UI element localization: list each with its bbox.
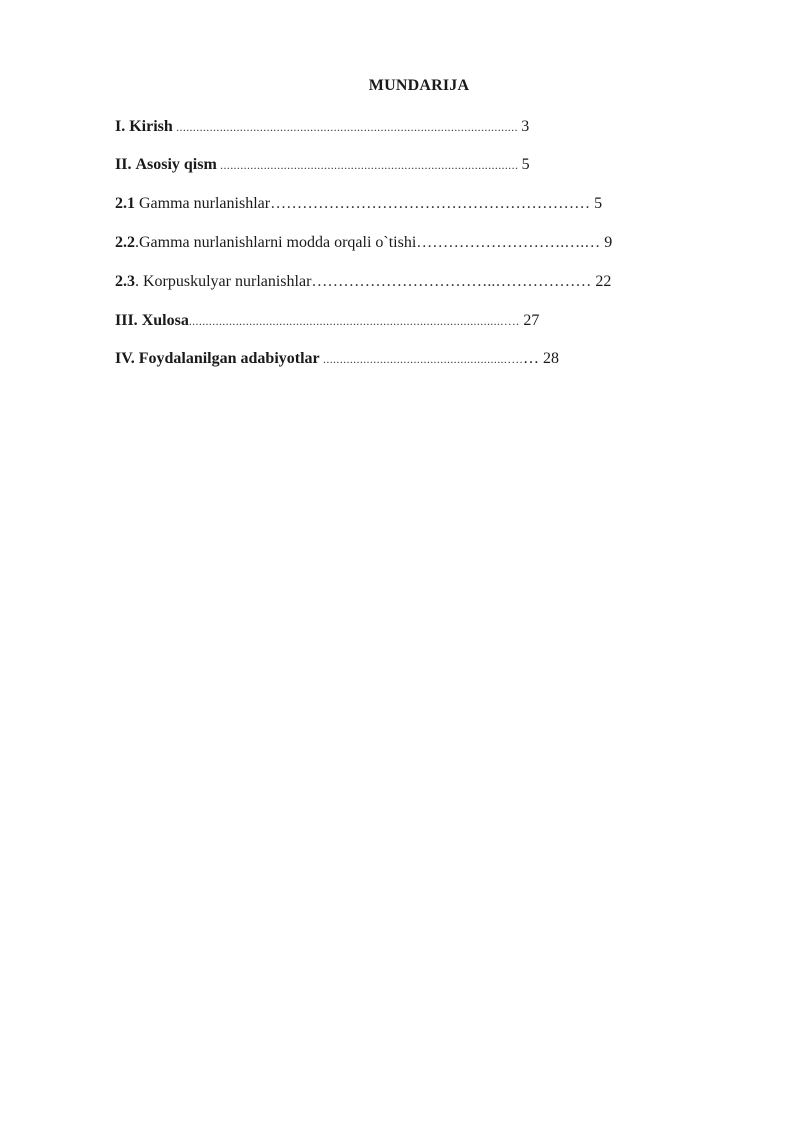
- toc-entry-label: Foydalanilgan adabiyotlar: [138, 350, 320, 367]
- toc-entry-gamma-modda[interactable]: [115, 232, 612, 254]
- toc-leader-dots: .......................................................….: [319, 352, 523, 366]
- toc-entry-label: Xulosa: [141, 312, 189, 329]
- toc-entry-adabiyotlar[interactable]: [115, 348, 559, 370]
- toc-leader-dots: .........................................................................................: [216, 158, 522, 172]
- toc-page-number: 22: [591, 273, 612, 290]
- toc-entry-number: 2.3: [115, 273, 135, 290]
- toc-leader-dots: ……………………….….…: [416, 234, 601, 251]
- toc-leader-dots: ..............................................................................................….: [188, 314, 520, 328]
- toc-entry-label: . Korpuskulyar nurlanishlar: [135, 273, 312, 290]
- toc-entry-label: Gamma nurlanishlar: [135, 195, 271, 212]
- toc-page-number: 27: [519, 312, 540, 329]
- toc-entry-number: II.: [115, 156, 132, 173]
- toc-page-number: … 28: [522, 350, 559, 367]
- toc-entry-korpuskulyar[interactable]: [115, 271, 611, 293]
- toc-entry-number: 2.1: [115, 195, 135, 212]
- toc-entry-gamma-nurlanishlar[interactable]: [115, 193, 602, 215]
- toc-entry-xulosa[interactable]: [115, 310, 539, 332]
- toc-entry-kirish[interactable]: [115, 116, 529, 138]
- toc-page-number: 9: [600, 234, 613, 251]
- toc-entry-number: IV.: [115, 350, 135, 367]
- toc-entry-asosiy-qism[interactable]: [115, 154, 530, 176]
- toc-entry-number: 2.2: [115, 234, 135, 251]
- toc-leader-dots: ……………………………..………………: [311, 273, 592, 290]
- toc-page-number: 5: [521, 156, 530, 173]
- toc-entry-label: .Gamma nurlanishlarni modda orqali o`tishi: [135, 234, 417, 251]
- toc-entry-number: III.: [115, 312, 138, 329]
- toc-leader-dots: ......................................................................................................: [172, 120, 522, 134]
- page-title: MUNDARIJA: [368, 77, 470, 94]
- toc-page-number: 3: [521, 118, 530, 135]
- toc-page-number: 5: [590, 195, 603, 212]
- toc-leader-dots: ……………………………………………………: [270, 195, 591, 212]
- toc-entry-label: Asosiy qism: [135, 156, 217, 173]
- toc-entry-label: Kirish: [129, 118, 173, 135]
- toc-entry-number: I.: [115, 118, 126, 135]
